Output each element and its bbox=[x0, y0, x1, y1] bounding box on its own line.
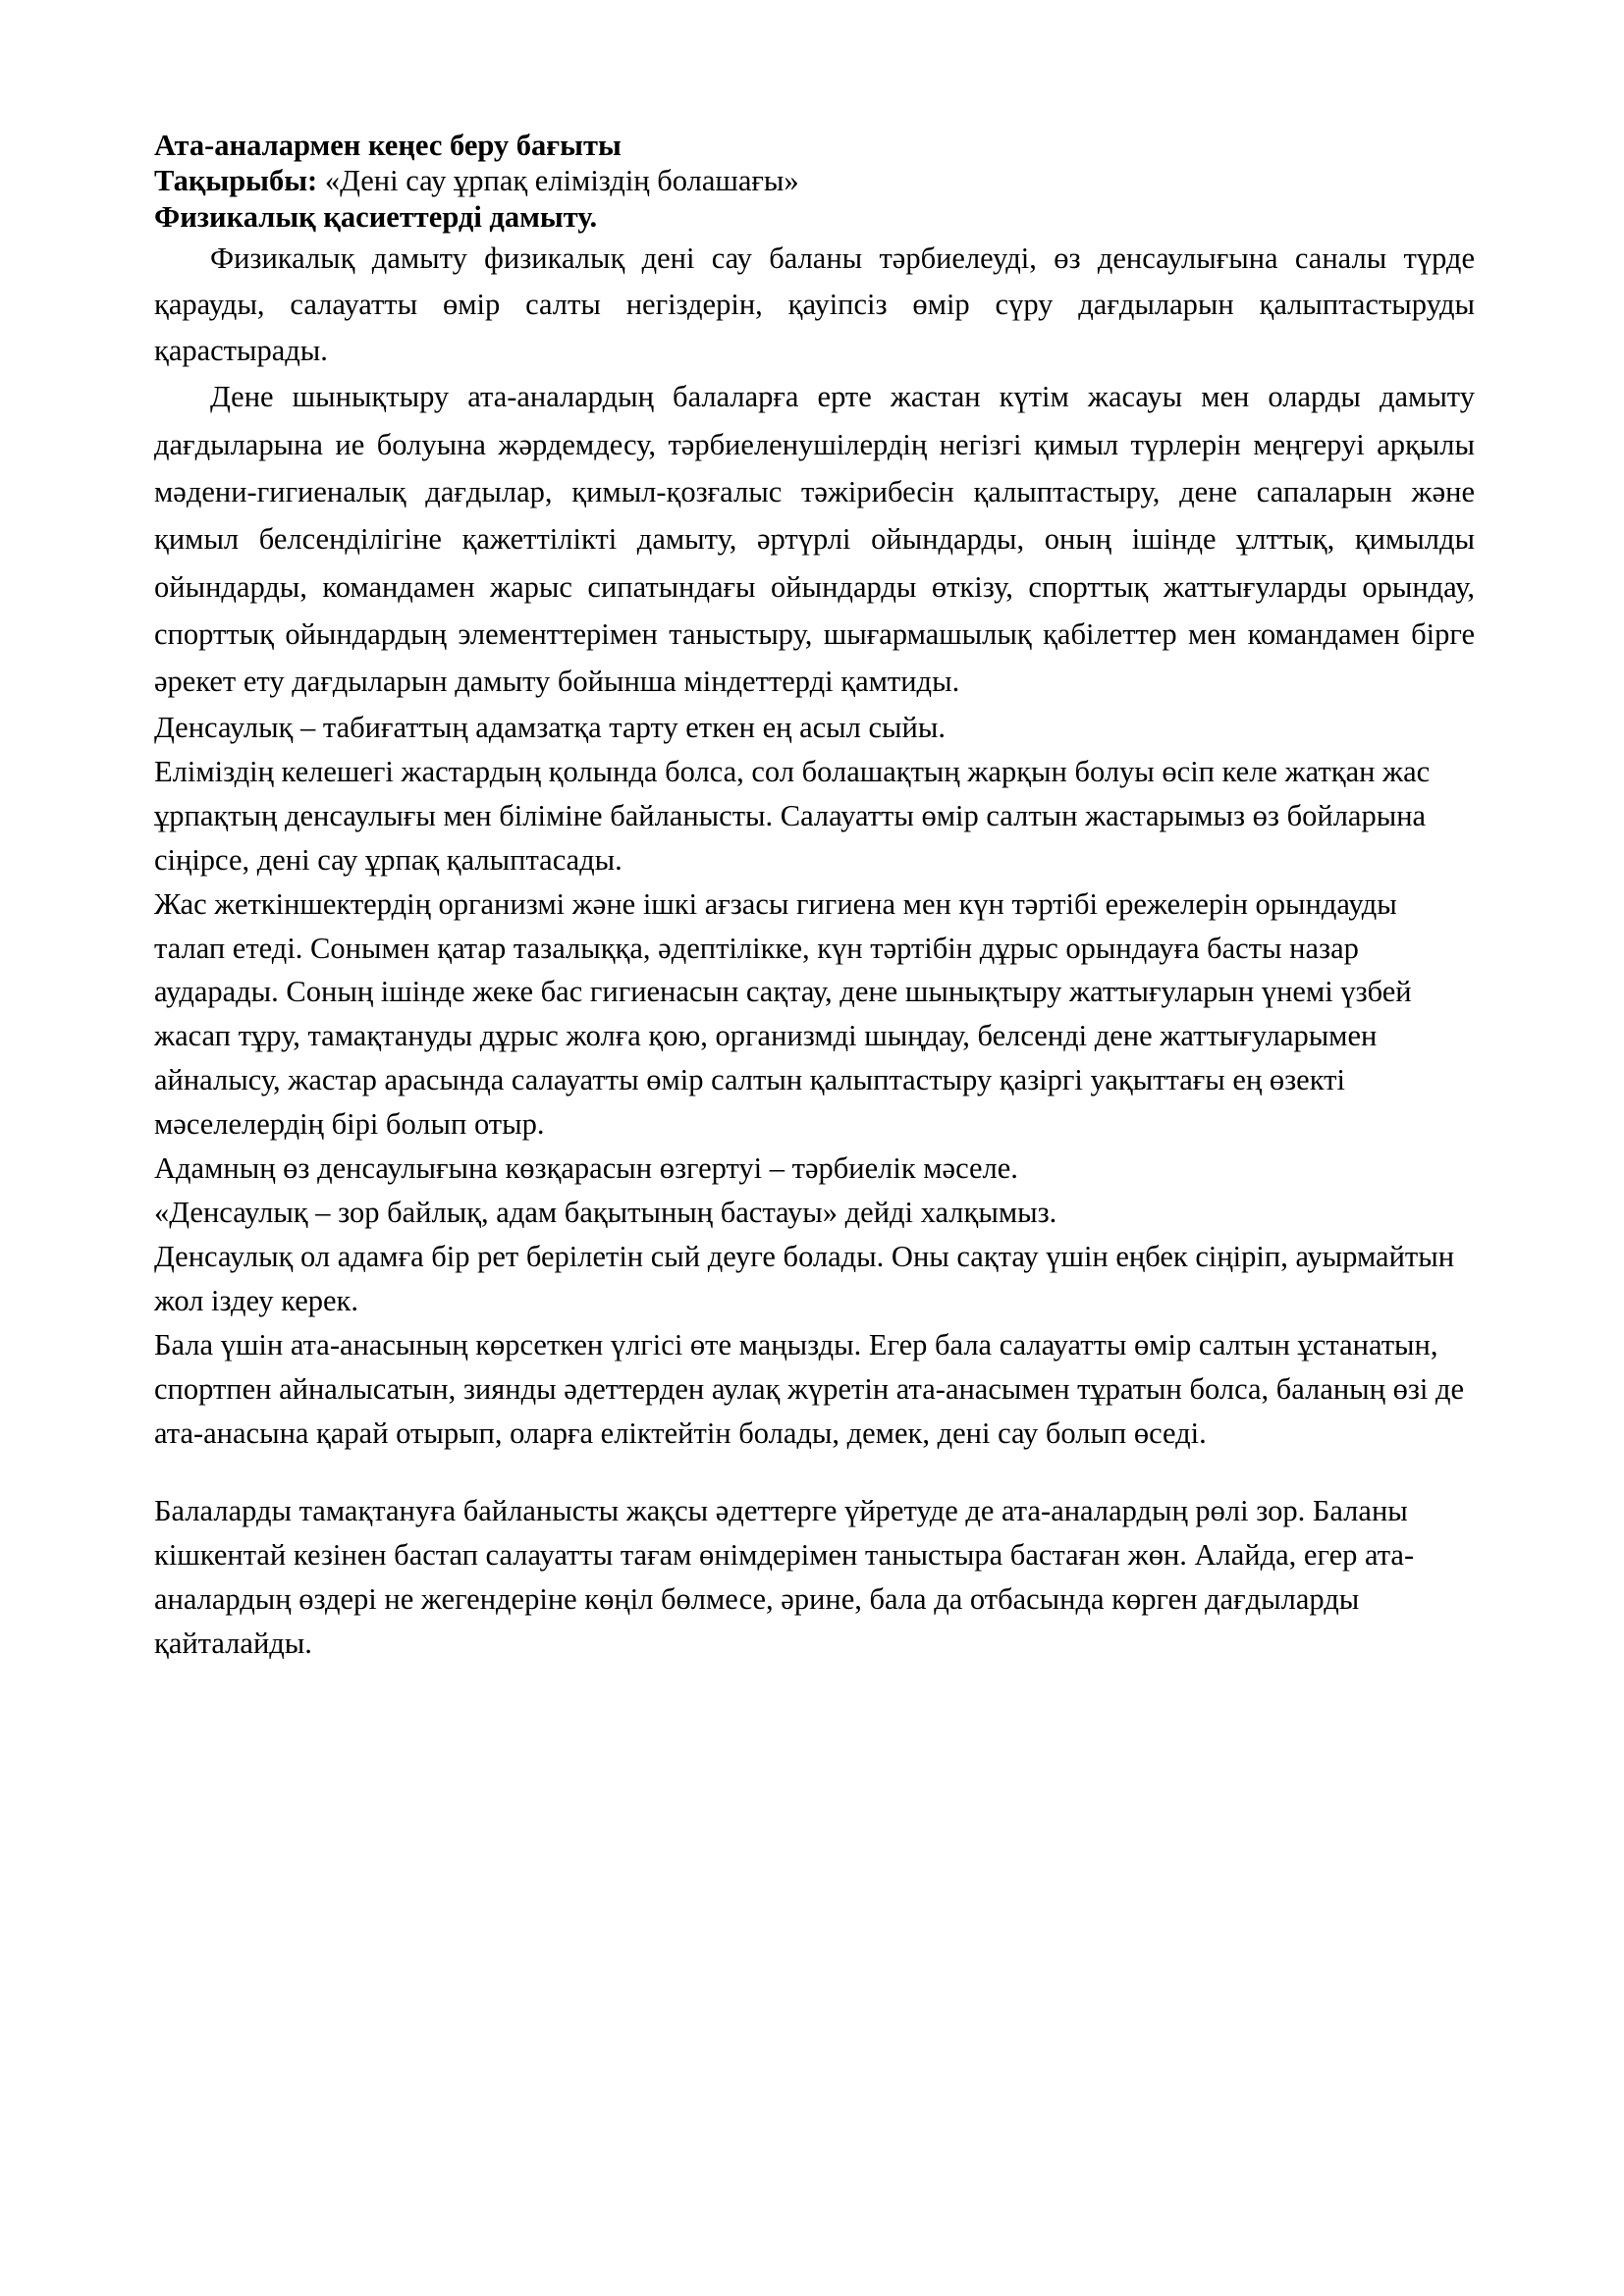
document-heading bbox=[154, 128, 1475, 235]
paragraph-future-of-country: Еліміздің келешегі жастардың қолында болса, сол болашақтың жарқын болуы өсіп келе жатқан жас ұрпақтың денсаулығы мен біліміне байланысты. Салауатты өмір салтын жастарымыз өз бойларына сіңірсе, дені сау ұрпақ қалыптасады. bbox=[154, 754, 1431, 877]
paragraph-nutrition-habits: Балаларды тамақтануға байланысты жақсы әдеттерге үйретуде де ата-аналардың рөлі зор. Баланы кішкентай кезінен бастап салауатты тағам өнімдерімен таныстыра бастаған жөн. Алайда, егер ата-аналардың өздері не жегендеріне көңіл бөлмесе, әрине, бала да отбасында көрген дағдыларды қайталайды. bbox=[154, 1494, 1415, 1661]
paragraph-spacer bbox=[154, 1456, 1475, 1489]
paragraph-attitude-to-health: Адамның өз денсаулығына көзқарасын өзгертуі – тәрбиелік мәселе. bbox=[154, 1151, 1018, 1186]
paragraph-parent-example: Бала үшін ата-анасының көрсеткен үлгісі өте маңызды. Егер бала салауатты өмір салтын ұстанатын, спортпен айналысатын, зиянды әдеттерден аулақ жүретін ата-анасымен тұратын болса, баланың өзі де ата-анасына қарай отырып, оларға еліктейтін болады, демек, дені сау болып өседі. bbox=[154, 1328, 1465, 1451]
paragraph-hygiene-routine: Жас жеткіншектердің организмі және ішкі ағзасы гигиена мен күн тәртібі ережелерін орындауды талап етеді. Сонымен қатар тазалыққа, әдептілікке, күн тәртібін дұрыс орындауға басты назар аударады. Соның ішінде жеке бас гигиенасын сақтау, дене шынықтыру жаттығуларын үнемі үзбей жасап тұру, тамақтануды дұрыс жолға қою, организмді шыңдау, белсенді дене жаттығуларымен айналысу, жастар арасында салауатты өмір салтын қалыптастыру қазіргі уақыттағы ең өзекті мәселелердің бірі болып отыр. bbox=[154, 886, 1412, 1142]
heading-line-direction: Ата-аналармен кеңес беру бағыты bbox=[154, 129, 622, 162]
paragraph-health-proverb: «Денсаулық – зор байлық, адам бақытының бастауы» дейді халқымыз. bbox=[154, 1196, 1057, 1230]
heading-line-subject: Физикалық қасиеттерді дамыту. bbox=[154, 199, 598, 234]
heading-topic-label: Тақырыбы: bbox=[154, 164, 318, 198]
heading-topic-value: «Дені сау ұрпақ еліміздің болашағы» bbox=[317, 164, 799, 198]
paragraph-health-once-given: Денсаулық ол адамға бір рет берілетін сый деуге болады. Оны сақтау үшін еңбек сіңіріп, ауырмайтын жол іздеу керек. bbox=[154, 1240, 1455, 1318]
paragraph-health-gift: Денсаулық – табиғаттың адамзатқа тарту еткен ең асыл сыйы. bbox=[154, 710, 946, 744]
heading-line-topic bbox=[154, 163, 1475, 198]
document-body bbox=[154, 128, 1475, 1666]
paragraph-physical-development: Физикалық дамыту физикалық дені сау баланы тәрбиелеуді, өз денсаулығына саналы түрде қарауды, салауатты өмір салты негіздерін, қауіпсіз өмір сүру дағдыларын қалыптастыруды қарастырады. bbox=[154, 241, 1475, 367]
paragraph-physical-education-tasks: Дене шынықтыру ата-аналардың балаларға ерте жастан күтім жасауы мен оларды дамыту дағдыларына ие болуына жәрдемдесу, тәрбиеленушілердің негізгі қимыл түрлерін меңгеруі арқылы мәдени-гигиеналық дағдылар, қимыл-қозғалыс тәжірибесін қалыптастыру, дене сапаларын және қимыл белсенділігіне қажеттілікті дамыту, әртүрлі ойындарды, оның ішінде ұлттық, қимылды ойындарды, командамен жарыс сипатындағы ойындарды өткізу, спорттық жаттығуларды орындау, спорттық ойындардың элементтерімен таныстыру, шығармашылық қабілеттер мен командамен бірге әрекет ету дағдыларын дамыту бойынша міндеттерді қамтиды. bbox=[154, 380, 1475, 699]
